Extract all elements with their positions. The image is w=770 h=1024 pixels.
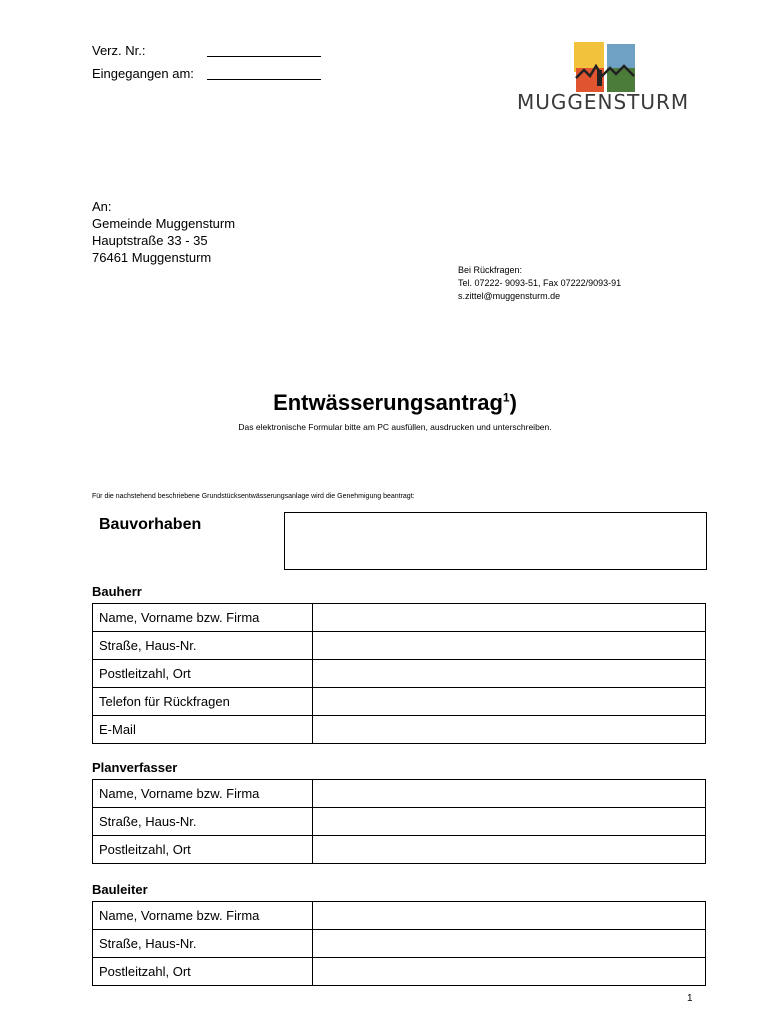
row-label: E-Mail <box>93 716 313 744</box>
page-subtitle: Das elektronische Formular bitte am PC ausfüllen, ausdrucken und unterschreiben. <box>238 422 552 432</box>
street-input[interactable] <box>313 632 706 660</box>
table-row <box>93 716 706 744</box>
table-row <box>93 632 706 660</box>
contact-phone: Tel. 07222- 9093-51, Fax 07222/9093-91 <box>458 278 622 288</box>
postal-city-input[interactable] <box>313 660 706 688</box>
planverfasser-table <box>92 779 706 864</box>
recipient-name: Gemeinde Muggensturm <box>92 216 236 231</box>
planverfasser-heading: Planverfasser <box>92 760 178 775</box>
row-label: Name, Vorname bzw. Firma <box>93 780 313 808</box>
reference-number-field[interactable] <box>207 56 321 57</box>
table-row <box>93 604 706 632</box>
row-label: Postleitzahl, Ort <box>93 660 313 688</box>
page-number: 1 <box>687 993 693 1004</box>
bauherr-heading: Bauherr <box>92 584 142 599</box>
street-input[interactable] <box>313 808 706 836</box>
row-label: Telefon für Rückfragen <box>93 688 313 716</box>
table-row <box>93 780 706 808</box>
row-label: Straße, Haus-Nr. <box>93 808 313 836</box>
row-label: Name, Vorname bzw. Firma <box>93 902 313 930</box>
received-date-field[interactable] <box>207 79 321 80</box>
table-row <box>93 902 706 930</box>
postal-city-input[interactable] <box>313 958 706 986</box>
row-label: Name, Vorname bzw. Firma <box>93 604 313 632</box>
table-row <box>93 660 706 688</box>
received-date-label: Eingegangen am: <box>92 66 194 81</box>
table-row <box>93 958 706 986</box>
contact-email: s.zittel@muggensturm.de <box>458 291 561 301</box>
bauleiter-heading: Bauleiter <box>92 882 148 897</box>
postal-city-input[interactable] <box>313 836 706 864</box>
table-row <box>93 930 706 958</box>
name-input[interactable] <box>313 780 706 808</box>
table-row <box>93 808 706 836</box>
intro-text: Für die nachstehend beschriebene Grundstücksentwässerungsanlage wird die Genehmigung beantragt: <box>92 493 415 500</box>
table-row <box>93 836 706 864</box>
name-input[interactable] <box>313 902 706 930</box>
name-input[interactable] <box>313 604 706 632</box>
table-row <box>93 688 706 716</box>
bauvorhaben-input[interactable] <box>284 512 707 570</box>
row-label: Straße, Haus-Nr. <box>93 632 313 660</box>
row-label: Straße, Haus-Nr. <box>93 930 313 958</box>
street-input[interactable] <box>313 930 706 958</box>
footnote-marker: 1 <box>502 390 510 405</box>
row-label: Postleitzahl, Ort <box>93 836 313 864</box>
recipient-to: An: <box>92 199 112 214</box>
reference-number-label: Verz. Nr.: <box>92 43 146 58</box>
bauleiter-table <box>92 901 706 986</box>
recipient-street: Hauptstraße 33 - 35 <box>92 233 208 248</box>
contact-heading: Bei Rückfragen: <box>458 265 523 275</box>
recipient-city: 76461 Muggensturm <box>92 250 212 265</box>
logo-wordmark: MUGGENSTURM <box>517 90 690 114</box>
email-input[interactable] <box>313 716 706 744</box>
bauherr-table <box>92 603 706 744</box>
phone-input[interactable] <box>313 688 706 716</box>
page-title: Entwässerungsantrag$^1$) <box>273 390 517 415</box>
bauvorhaben-label: Bauvorhaben <box>99 516 202 533</box>
row-label: Postleitzahl, Ort <box>93 958 313 986</box>
